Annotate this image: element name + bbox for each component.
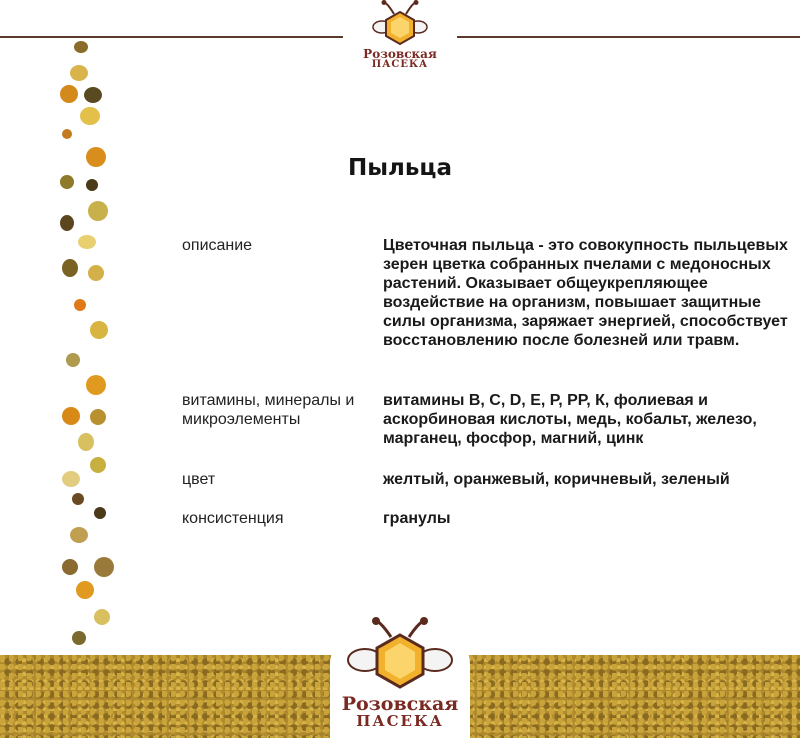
brand-logo-bottom[interactable] [330,615,470,738]
pollen-granule-icon [72,631,86,645]
brand-name [330,695,470,729]
spec-label: описание [182,237,253,254]
pollen-granule-icon [94,609,110,625]
page-title: Пыльца [347,155,452,181]
bee-logo-icon [345,615,455,693]
spec-value: витамины В, С, D, Е, Р, РР, К, фолиевая и аскорбиновая кислоты, медь, кобальт, железо, марганец, фосфор, магний, цинк [383,392,757,447]
brand-name-line1: Розовская [363,47,437,61]
brand-name-line2: ПАСЕКА [371,59,429,70]
brand-name-line2: ПАСЕКА [356,712,444,730]
spec-label: витамины, минералы и микроэлементы [182,392,355,428]
spec-label: цвет [182,471,216,488]
spec-value: желтый, оранжевый, коричневый, зеленый [383,471,730,488]
spec-label: консистенция [182,510,284,527]
spec-value: Цветочная пыльца - это совокупность пыльцевых зерен цветка собранных пчелами с медоносных растений. Оказывает общеукрепляющее воздействие на организм, повышает защитные силы организма, заряжает энергией, способствует восстановлению после болезней или травм. [383,237,788,349]
brand-name-line1: Розовская [341,693,459,715]
spec-value: гранулы [383,510,451,527]
